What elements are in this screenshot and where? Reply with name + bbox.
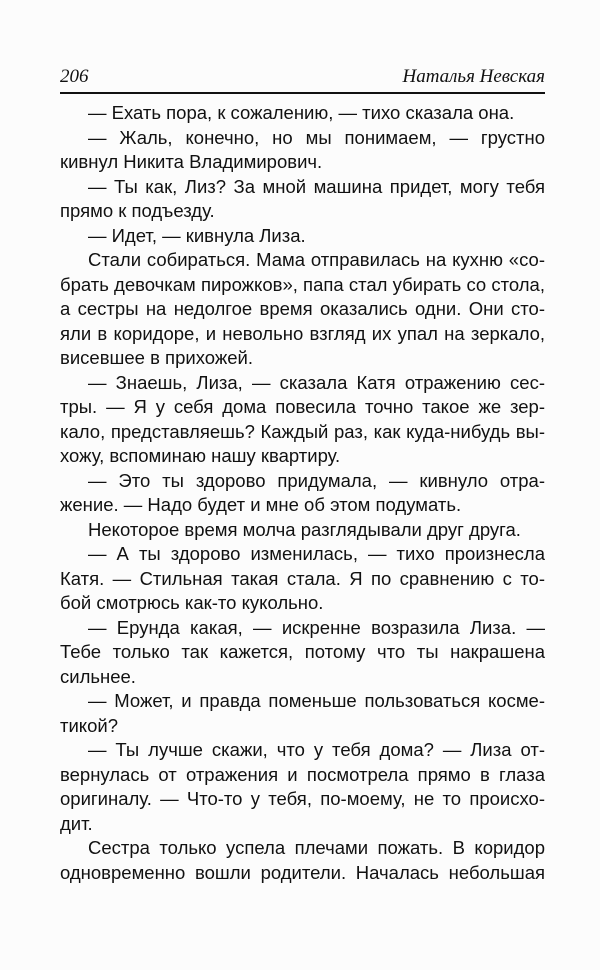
- text-line: Сестра только успела плечами пожать. В коридор: [88, 837, 545, 858]
- running-header: [60, 64, 545, 94]
- text-line: тры. — Я у себя дома повесила точно такое же зер-: [60, 396, 545, 417]
- text-line: бой смотрюсь как-то кукольно.: [60, 592, 324, 613]
- text-line: сильнее.: [60, 665, 136, 687]
- body-text: [60, 101, 545, 885]
- text-line: кивнул Никита Владимирович.: [60, 151, 323, 172]
- text-line: вернулась от отражения и посмотрела прямо в глаза: [60, 763, 545, 785]
- text-line: — Идет, — кивнула Лиза.: [88, 224, 306, 246]
- text-line: — Жаль, конечно, но мы понимаем, — грустно: [88, 126, 545, 148]
- text-line: жение. — Надо будет и мне об этом подумать.: [60, 494, 462, 515]
- text-line: — Ехать пора, к сожалению, — тихо сказала она.: [88, 102, 515, 123]
- text-line: — Ты лучше скажи, что у тебя дома? — Лиза от-: [88, 739, 545, 760]
- text-line: прямо к подъезду.: [60, 200, 215, 221]
- text-line: а сестры на недолгое время оказались одни. Они сто-: [60, 298, 545, 319]
- text-line: — А ты здорово изменилась, — тихо произнесла: [88, 543, 545, 564]
- author-name: Наталья Невская: [402, 66, 545, 87]
- text-line: Катя. — Стильная такая стала. Я по сравнению с то-: [60, 567, 545, 589]
- text-line: тикой?: [60, 714, 119, 736]
- page-number: 206: [60, 66, 89, 87]
- text-line: — Ерунда какая, — искренне возразила Лиза. —: [88, 616, 545, 638]
- text-line: Некоторое время молча разглядывали друг друга.: [88, 518, 521, 540]
- text-line: Тебе только так кажется, потому что ты накрашена: [60, 641, 545, 662]
- text-line: Стали собираться. Мама отправилась на кухню «со-: [88, 249, 545, 270]
- text-line: — Может, и правда поменьше пользоваться косме-: [88, 690, 545, 711]
- text-line: — Это ты здорово придумала, — кивнуло отра-: [88, 469, 545, 491]
- text-line: висевшее в прихожей.: [60, 347, 253, 368]
- text-line: — Ты как, Лиз? За мной машина придет, могу тебя: [88, 175, 545, 197]
- text-line: хожу, вспоминаю нашу квартиру.: [60, 445, 341, 466]
- text-line: яли в коридоре, и невольно взгляд их упал на зеркало,: [60, 322, 545, 344]
- text-line: — Знаешь, Лиза, — сказала Катя отражению сес-: [88, 371, 545, 393]
- text-line: кало, представляешь? Каждый раз, как куда-нибудь вы-: [60, 420, 545, 442]
- text-line: дит.: [60, 812, 93, 834]
- text-line: одновременно вошли родители. Началась небольшая: [60, 861, 545, 883]
- text-line: брать девочкам пирожков», папа стал убирать со стола,: [60, 273, 545, 295]
- text-line: оригиналу. — Что-то у тебя, по-моему, не то происхо-: [60, 788, 545, 809]
